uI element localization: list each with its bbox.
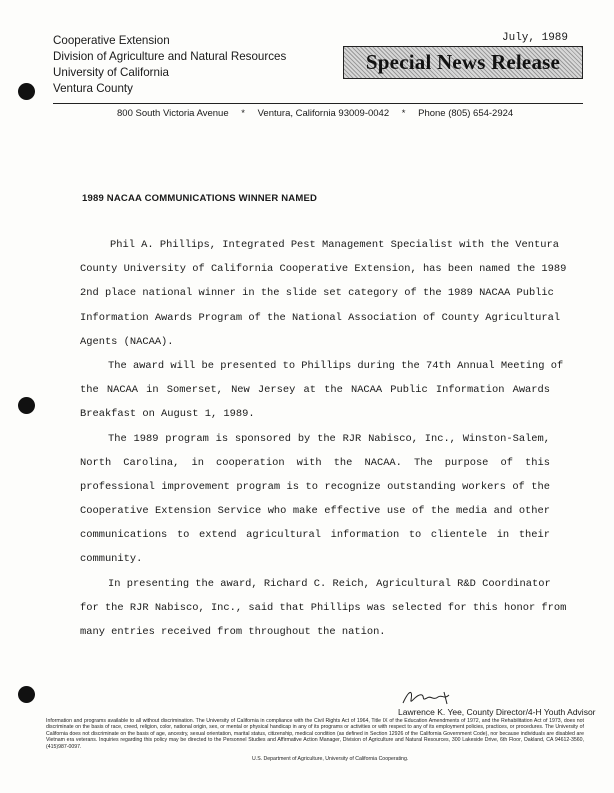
signature-line: Lawrence K. Yee, County Director/4-H Youth Advisor — [398, 707, 596, 717]
org-line: Ventura County — [53, 82, 133, 95]
phone-number: Phone (805) 654-2924 — [418, 108, 514, 119]
org-line: Cooperative Extension — [53, 34, 170, 47]
separator-star: * — [401, 108, 406, 119]
binder-hole-middle — [18, 397, 35, 414]
street-address: 800 South Victoria Avenue — [117, 108, 229, 119]
body-line: The 1989 program is sponsored by the RJR Nabisco, Inc., Winston-Salem, — [108, 432, 550, 445]
organization-block — [53, 33, 286, 97]
special-news-release-banner — [343, 46, 583, 79]
header-rule — [53, 103, 583, 104]
body-line: 2nd place national winner in the slide set category of the 1989 NACAA Public — [80, 287, 554, 300]
body-line: for the RJR Nabisco, Inc., said that Phillips was selected for this honor from — [80, 601, 567, 614]
signature-icon — [400, 686, 460, 708]
body-line: Agents (NACAA). — [80, 335, 174, 348]
body-line: Breakfast on August 1, 1989. — [80, 408, 255, 421]
body-line: many entries received from throughout the nation. — [80, 626, 386, 638]
binder-hole-top — [18, 83, 35, 100]
body-line: professional improvement program is to recognize outstanding workers of the — [80, 480, 550, 493]
body-line: community. — [80, 553, 143, 566]
headline: 1989 NACAA COMMUNICATIONS WINNER NAMED — [82, 193, 318, 204]
body-line: Cooperative Extension Service who make effective use of the media and other — [80, 505, 550, 518]
org-line: University of California — [53, 66, 169, 79]
release-date: July, 1989 — [502, 32, 569, 44]
body-line: the NACAA in Somerset, New Jersey at the NACAA Public Information Awards — [80, 384, 550, 397]
article-body — [80, 238, 567, 649]
org-line: Division of Agriculture and Natural Resources — [53, 50, 287, 63]
body-line: communications to extend agricultural information to clientele in their — [80, 529, 550, 542]
body-line: Phil A. Phillips, Integrated Pest Management Specialist with the Ventura — [110, 239, 559, 251]
city-address: Ventura, California 93009-0042 — [257, 108, 390, 119]
body-line: In presenting the award, Richard C. Reich, Agricultural R&D Coordinator — [108, 577, 551, 590]
nondiscrimination-notice: Information and programs available to all without discrimination. The University of California in compliance with the Civil Rights Act of 1964, Title IX of the Education Amendments of 1972, and the Rehabilitation Act of 1973, does not discriminate on the basis of race, creed, religion, color, national origin, sex, or mental or physical handicap in any of its programs or activities or with respect to any of its employment policies, practices, or procedures. The University of California does not discriminate on the basis of age, ancestry, sexual orientation, marital status, citizenship, medical condition (as defined in Section 12926 of the California Government Code), nor because individuals are disabled are Vietnam era veterans. Inquiries regarding this policy may be directed to the Personnel Studies and Affirmative Action Manager, Division of Agriculture and Natural Resources, 300 Lakeside Drive, 6th Floor, Oakland, CA 94612-3560, (415)987-0097. — [46, 718, 584, 750]
body-line: The award will be presented to Phillips during the 74th Annual Meeting of — [108, 359, 564, 372]
separator-star: * — [241, 108, 245, 119]
address-line — [117, 108, 513, 119]
binder-hole-bottom — [18, 686, 35, 703]
usda-cooperating-line: U.S. Department of Agriculture, University of California Cooperating. — [252, 756, 409, 762]
banner-title: Special News Release — [365, 50, 561, 74]
body-line: Information Awards Program of the National Association of County Agricultural — [80, 311, 561, 324]
body-line: North Carolina, in cooperation with the NACAA. The purpose of this — [80, 456, 550, 469]
body-line: County University of California Cooperative Extension, has been named the 1989 — [80, 263, 567, 276]
